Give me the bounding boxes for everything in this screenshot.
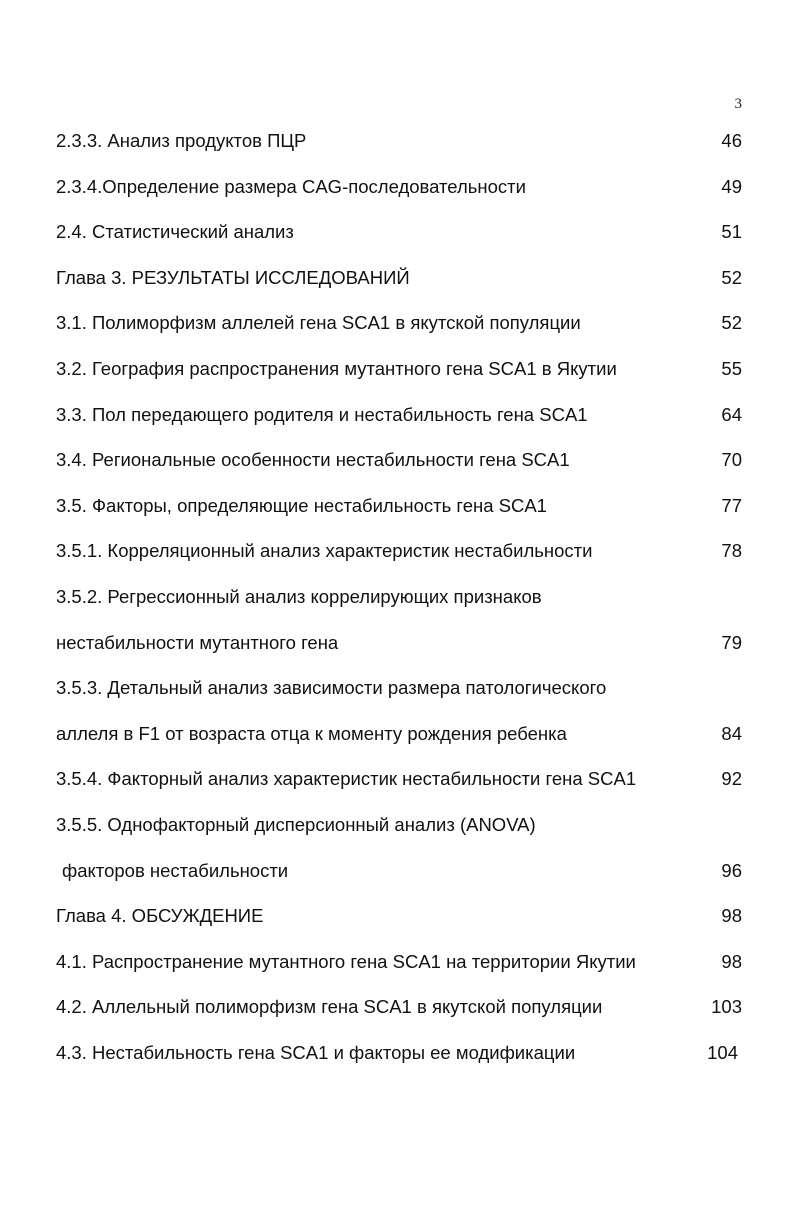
- toc-entry-page: 78: [721, 540, 742, 562]
- toc-entry-title: аллеля в F1 от возраста отца к моменту рождения ребенка: [56, 722, 567, 744]
- toc-entry: [56, 399, 744, 445]
- toc-entry: [56, 353, 744, 399]
- toc-entry: [56, 627, 744, 673]
- toc-entry-page: 52: [721, 266, 742, 288]
- toc-entry-title: факторов нестабильности: [62, 859, 289, 881]
- toc-entry-title: 3.5.2. Регрессионный анализ коррелирующих признаков: [56, 585, 542, 607]
- toc-entry-title: 4.3. Нестабильность гена SCA1 и факторы ее модификации: [56, 1041, 576, 1063]
- toc-entry-page: 92: [721, 768, 742, 790]
- toc-entry: [56, 946, 744, 992]
- toc-entry-title: Глава 4. ОБСУЖДЕНИЕ: [56, 905, 264, 927]
- toc-entry-title: 2.4. Статистический анализ: [56, 221, 294, 243]
- toc-entry-title: 3.3. Пол передающего родителя и нестабильность гена SCA1: [56, 403, 588, 425]
- toc-entry-title: 3.5. Факторы, определяющие нестабильность гена SCA1: [56, 494, 547, 516]
- toc-entry-page: 52: [721, 312, 742, 334]
- toc-entry-title: 2.3.3. Анализ продуктов ПЦР: [56, 130, 307, 151]
- toc-entry-title: 3.5.1. Корреляционный анализ характеристик нестабильности: [56, 540, 593, 562]
- toc-entry: [56, 809, 744, 855]
- toc-entry: [56, 307, 744, 353]
- toc-entry: [56, 535, 744, 581]
- toc-entry-title: 2.3.4.Определение размера CAG-последовательности: [56, 175, 526, 197]
- toc-entry-page: 103: [711, 996, 742, 1018]
- toc-entry-page: 84: [721, 722, 742, 744]
- toc-entry-page: 49: [721, 175, 742, 197]
- toc-entry-page: 104: [707, 1041, 738, 1063]
- toc-entry-title: Глава 3. РЕЗУЛЬТАТЫ ИССЛЕДОВАНИЙ: [56, 266, 410, 288]
- toc-entry-title: 3.5.4. Факторный анализ характеристик нестабильности гена SCA1: [56, 768, 637, 790]
- toc-entry-page: 70: [721, 449, 742, 471]
- toc-entry-title: 3.5.5. Однофакторный дисперсионный анализ (ANOVA): [56, 813, 536, 835]
- toc-entry-page: 79: [721, 631, 742, 653]
- toc-entry-title: 3.5.3. Детальный анализ зависимости размера патологического: [56, 677, 607, 699]
- toc-entry: [56, 672, 744, 718]
- toc-entry: [56, 855, 744, 901]
- toc-entry-page: 64: [721, 403, 742, 425]
- toc-entry-page: 98: [721, 950, 742, 972]
- toc-entry: [56, 171, 744, 217]
- toc-entry-page: 51: [721, 221, 742, 243]
- toc-entry: [56, 444, 744, 490]
- toc-entry-page: 77: [721, 494, 742, 516]
- toc-entry: [56, 991, 744, 1037]
- toc-entry: [56, 718, 744, 764]
- toc-entry-title: 4.1. Распространение мутантного гена SCA1 на территории Якутии: [56, 950, 636, 972]
- toc-entry-title: 4.2. Аллельный полиморфизм гена SCA1 в якутской популяции: [56, 996, 603, 1018]
- toc-entry: [56, 763, 744, 809]
- toc-entry-title: 3.4. Региональные особенности нестабильности гена SCA1: [56, 449, 570, 471]
- toc-entry-page: 46: [721, 130, 742, 151]
- page-number: 3: [734, 96, 742, 112]
- toc-entry-title: 3.2. География распространения мутантного гена SCA1 в Якутии: [56, 357, 617, 379]
- toc-entry: [56, 216, 744, 262]
- toc-entry: [56, 1037, 744, 1083]
- toc-entry: [56, 581, 744, 627]
- toc-entry-page: 55: [721, 357, 742, 379]
- toc-entry-title: 3.1. Полиморфизм аллелей гена SCA1 в якутской популяции: [56, 312, 581, 334]
- toc-entry: [56, 262, 744, 308]
- toc-entry: [56, 125, 744, 171]
- toc-entry: [56, 900, 744, 946]
- toc-entry-page: 98: [721, 905, 742, 927]
- table-of-contents: [56, 125, 744, 1082]
- toc-entry-page: 96: [721, 859, 742, 881]
- toc-entry-title: нестабильности мутантного гена: [56, 631, 339, 653]
- toc-entry: [56, 490, 744, 536]
